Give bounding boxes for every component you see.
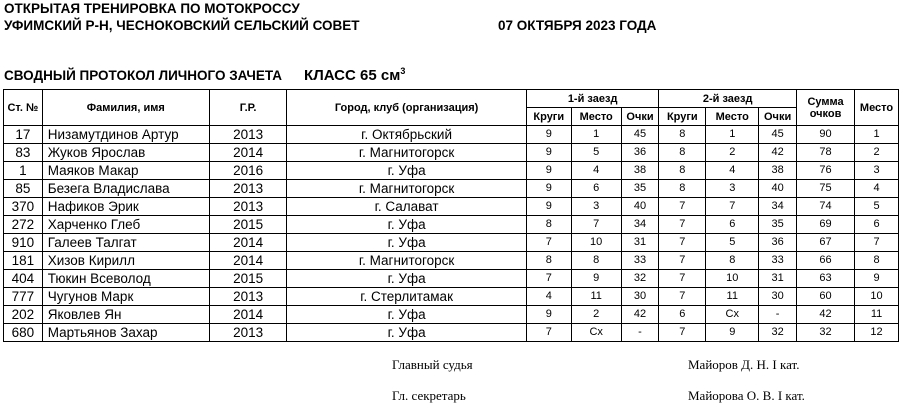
cell-city: г. Октябрьский xyxy=(287,126,527,144)
cell-r1-points: - xyxy=(621,324,659,342)
table-row xyxy=(4,252,899,270)
cell-place: 12 xyxy=(855,324,899,342)
cell-year: 2013 xyxy=(209,198,286,216)
cell-r2-laps: 7 xyxy=(659,198,706,216)
cell-name: Хизов Кирилл xyxy=(42,252,209,270)
table-row xyxy=(4,306,899,324)
cell-name: Чугунов Марк xyxy=(42,288,209,306)
cell-r2-laps: 8 xyxy=(659,126,706,144)
cell-sum: 42 xyxy=(796,306,854,324)
cell-name: Яковлев Ян xyxy=(42,306,209,324)
cell-r2-points: 34 xyxy=(759,198,797,216)
cell-r1-place: 3 xyxy=(571,198,621,216)
table-row xyxy=(4,216,899,234)
cell-city: г. Салават xyxy=(287,198,527,216)
cell-city: г. Уфа xyxy=(287,216,527,234)
cell-r1-points: 34 xyxy=(621,216,659,234)
cell-r2-points: 42 xyxy=(759,144,797,162)
table-row xyxy=(4,198,899,216)
cell-r1-points: 38 xyxy=(621,162,659,180)
cell-r2-place: 4 xyxy=(706,162,759,180)
cell-r1-points: 32 xyxy=(621,270,659,288)
cell-place: 8 xyxy=(855,252,899,270)
cell-r1-laps: 9 xyxy=(526,162,571,180)
cell-r2-place: Сх xyxy=(706,306,759,324)
cell-place: 4 xyxy=(855,180,899,198)
cell-r1-points: 45 xyxy=(621,126,659,144)
col-race1-points: Очки xyxy=(621,108,659,126)
cell-place: 6 xyxy=(855,216,899,234)
cell-r2-points: 36 xyxy=(759,234,797,252)
cell-city: г. Уфа xyxy=(287,162,527,180)
col-start-no: Ст. № xyxy=(4,90,43,126)
cell-r1-laps: 9 xyxy=(526,144,571,162)
cell-r1-place: 4 xyxy=(571,162,621,180)
cell-r1-points: 35 xyxy=(621,180,659,198)
cell-r2-place: 6 xyxy=(706,216,759,234)
cell-sum: 32 xyxy=(796,324,854,342)
cell-r1-place: 1 xyxy=(571,126,621,144)
results-table xyxy=(3,89,899,342)
cell-sum: 90 xyxy=(796,126,854,144)
cell-r1-place: 8 xyxy=(571,252,621,270)
cell-r2-place: 7 xyxy=(706,198,759,216)
cell-sum: 63 xyxy=(796,270,854,288)
cell-r2-laps: 7 xyxy=(659,252,706,270)
table-row xyxy=(4,234,899,252)
cell-r1-points: 42 xyxy=(621,306,659,324)
cell-place: 3 xyxy=(855,162,899,180)
cell-r1-laps: 7 xyxy=(526,324,571,342)
cell-start-no: 680 xyxy=(4,324,43,342)
cell-r1-laps: 4 xyxy=(526,288,571,306)
cell-r1-points: 31 xyxy=(621,234,659,252)
cell-sum: 75 xyxy=(796,180,854,198)
cell-city: г. Уфа xyxy=(287,270,527,288)
cell-r2-place: 8 xyxy=(706,252,759,270)
cell-r1-laps: 9 xyxy=(526,180,571,198)
cell-city: г. Уфа xyxy=(287,306,527,324)
table-header-row xyxy=(4,90,899,108)
cell-year: 2013 xyxy=(209,288,286,306)
table-row xyxy=(4,126,899,144)
cell-r1-points: 30 xyxy=(621,288,659,306)
cell-year: 2014 xyxy=(209,144,286,162)
cell-r2-laps: 7 xyxy=(659,270,706,288)
cell-name: Безега Владислава xyxy=(42,180,209,198)
cell-sum: 66 xyxy=(796,252,854,270)
cell-r1-place: 7 xyxy=(571,216,621,234)
cell-start-no: 777 xyxy=(4,288,43,306)
cell-name: Маяков Макар xyxy=(42,162,209,180)
class-label: КЛАСС 65 $см^3$ xyxy=(304,66,406,84)
cell-r2-place: 3 xyxy=(706,180,759,198)
cell-sum: 60 xyxy=(796,288,854,306)
cell-name: Низамутдинов Артур xyxy=(42,126,209,144)
cell-r2-place: 9 xyxy=(706,324,759,342)
cell-r2-points: 33 xyxy=(759,252,797,270)
cell-year: 2015 xyxy=(209,270,286,288)
cell-place: 2 xyxy=(855,144,899,162)
cell-r2-place: 2 xyxy=(706,144,759,162)
cell-start-no: 202 xyxy=(4,306,43,324)
cell-r2-points: 30 xyxy=(759,288,797,306)
cell-city: г. Стерлитамак xyxy=(287,288,527,306)
cell-r1-place: Сх xyxy=(571,324,621,342)
cell-name: Галеев Талгат xyxy=(42,234,209,252)
col-final-place: Место xyxy=(855,90,899,126)
cell-r2-laps: 6 xyxy=(659,306,706,324)
cell-start-no: 404 xyxy=(4,270,43,288)
cell-r2-place: 11 xyxy=(706,288,759,306)
cell-start-no: 272 xyxy=(4,216,43,234)
cell-r1-place: 9 xyxy=(571,270,621,288)
cell-name: Харченко Глеб xyxy=(42,216,209,234)
cell-sum: 69 xyxy=(796,216,854,234)
table-row xyxy=(4,144,899,162)
cell-name: Нафиков Эрик xyxy=(42,198,209,216)
cell-r2-laps: 7 xyxy=(659,288,706,306)
cell-year: 2014 xyxy=(209,252,286,270)
cell-place: 7 xyxy=(855,234,899,252)
cell-start-no: 1 xyxy=(4,162,43,180)
event-location: УФИМСКИЙ Р-Н, ЧЕСНОКОВСКИЙ СЕЛЬСКИЙ СОВЕТ xyxy=(4,18,360,33)
col-race2-place: Место xyxy=(706,108,759,126)
cell-place: 1 xyxy=(855,126,899,144)
cell-year: 2013 xyxy=(209,126,286,144)
col-race2-points: Очки xyxy=(759,108,797,126)
table-body xyxy=(4,126,899,342)
cell-place: 10 xyxy=(855,288,899,306)
col-race1-place: Место xyxy=(571,108,621,126)
cell-r1-place: 6 xyxy=(571,180,621,198)
cell-year: 2013 xyxy=(209,324,286,342)
cell-r2-laps: 7 xyxy=(659,324,706,342)
cell-r2-laps: 8 xyxy=(659,180,706,198)
col-race2: 2-й заезд xyxy=(659,90,797,108)
cell-r2-points: 31 xyxy=(759,270,797,288)
cell-r1-laps: 9 xyxy=(526,306,571,324)
cell-start-no: 370 xyxy=(4,198,43,216)
col-race2-laps: Круги xyxy=(659,108,706,126)
col-race1: 1-й заезд xyxy=(526,90,659,108)
chief-judge-label: Главный судья xyxy=(392,357,473,372)
cell-r1-laps: 9 xyxy=(526,126,571,144)
cell-place: 9 xyxy=(855,270,899,288)
cell-city: г. Магнитогорск xyxy=(287,252,527,270)
cell-place: 11 xyxy=(855,306,899,324)
cell-r2-points: - xyxy=(759,306,797,324)
cell-r2-points: 32 xyxy=(759,324,797,342)
cell-sum: 67 xyxy=(796,234,854,252)
cell-start-no: 17 xyxy=(4,126,43,144)
cell-r2-points: 45 xyxy=(759,126,797,144)
col-name: Фамилия, имя xyxy=(42,90,209,126)
cell-year: 2016 xyxy=(209,162,286,180)
cell-r1-place: 10 xyxy=(571,234,621,252)
cell-r1-points: 36 xyxy=(621,144,659,162)
secretary-name: Майорова О. В. I кат. xyxy=(688,388,805,403)
cell-r2-place: 5 xyxy=(706,234,759,252)
col-year: Г.Р. xyxy=(209,90,286,126)
cell-r2-points: 35 xyxy=(759,216,797,234)
table-row xyxy=(4,180,899,198)
cell-name: Мартьянов Захар xyxy=(42,324,209,342)
chief-judge-name: Майоров Д. Н. I кат. xyxy=(688,357,800,372)
cell-start-no: 181 xyxy=(4,252,43,270)
cell-r1-place: 11 xyxy=(571,288,621,306)
cell-year: 2013 xyxy=(209,180,286,198)
cell-r2-laps: 7 xyxy=(659,216,706,234)
cell-r1-laps: 8 xyxy=(526,252,571,270)
cell-start-no: 910 xyxy=(4,234,43,252)
event-title: ОТКРЫТАЯ ТРЕНИРОВКА ПО МОТОКРОССУ xyxy=(4,1,300,16)
col-race1-laps: Круги xyxy=(526,108,571,126)
class-superscript: 3 xyxy=(400,66,406,76)
cell-r2-laps: 7 xyxy=(659,234,706,252)
secretary-label: Гл. секретарь xyxy=(392,388,466,403)
cell-r1-laps: 7 xyxy=(526,270,571,288)
cell-year: 2014 xyxy=(209,306,286,324)
cell-name: Тюкин Всеволод xyxy=(42,270,209,288)
cell-r1-laps: 7 xyxy=(526,234,571,252)
cell-city: г. Магнитогорск xyxy=(287,180,527,198)
cell-r2-points: 38 xyxy=(759,162,797,180)
cell-year: 2015 xyxy=(209,216,286,234)
table-row xyxy=(4,162,899,180)
cell-city: г. Уфа xyxy=(287,234,527,252)
cell-name: Жуков Ярослав xyxy=(42,144,209,162)
table-row xyxy=(4,288,899,306)
cell-start-no: 83 xyxy=(4,144,43,162)
table-row xyxy=(4,270,899,288)
cell-r2-points: 40 xyxy=(759,180,797,198)
cell-r2-place: 10 xyxy=(706,270,759,288)
protocol-label: СВОДНЫЙ ПРОТОКОЛ ЛИЧНОГО ЗАЧЕТА xyxy=(4,68,283,83)
cell-r1-laps: 9 xyxy=(526,198,571,216)
cell-start-no: 85 xyxy=(4,180,43,198)
cell-sum: 78 xyxy=(796,144,854,162)
cell-r2-laps: 8 xyxy=(659,144,706,162)
cell-city: г. Уфа xyxy=(287,324,527,342)
table-row xyxy=(4,324,899,342)
event-date: 07 ОКТЯБРЯ 2023 ГОДА xyxy=(498,18,657,33)
col-city: Город, клуб (организация) xyxy=(287,90,527,126)
cell-sum: 74 xyxy=(796,198,854,216)
cell-r1-place: 5 xyxy=(571,144,621,162)
cell-city: г. Магнитогорск xyxy=(287,144,527,162)
col-sum: Сумма очков xyxy=(796,90,854,126)
cell-place: 5 xyxy=(855,198,899,216)
cell-year: 2014 xyxy=(209,234,286,252)
cell-r1-laps: 8 xyxy=(526,216,571,234)
cell-r2-place: 1 xyxy=(706,126,759,144)
protocol-title xyxy=(4,66,405,84)
cell-r2-laps: 8 xyxy=(659,162,706,180)
cell-r1-points: 33 xyxy=(621,252,659,270)
cell-r1-points: 40 xyxy=(621,198,659,216)
cell-sum: 76 xyxy=(796,162,854,180)
cell-r1-place: 2 xyxy=(571,306,621,324)
